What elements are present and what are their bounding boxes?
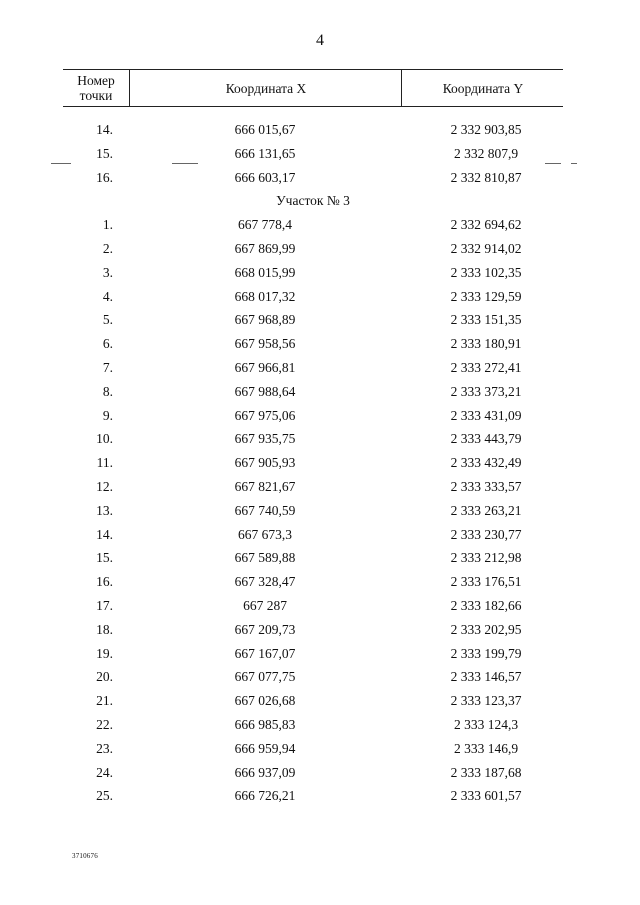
table-row (63, 308, 563, 332)
table-row (63, 118, 563, 142)
point-number-cell: 23. (96, 740, 113, 756)
coordinate-x-cell: 667 958,56 (234, 336, 296, 352)
point-number-cell: 21. (96, 693, 113, 709)
coordinate-x-cell: 667 328,47 (234, 574, 296, 590)
point-number-cell: 6. (102, 336, 113, 352)
table-row (63, 642, 563, 666)
coordinate-y-cell: 2 333 230,77 (450, 526, 522, 542)
coordinate-x-cell: 666 726,21 (234, 788, 296, 804)
coordinate-x-cell: 666 603,17 (234, 169, 296, 185)
section-title: Участок № 3 (276, 193, 350, 209)
table-row (63, 142, 563, 166)
coordinate-y-cell: 2 332 807,9 (453, 145, 519, 161)
table-row (63, 665, 563, 689)
coordinate-x-cell: 667 589,88 (234, 550, 296, 566)
coordinate-y-cell: 2 333 601,57 (450, 788, 522, 804)
coordinate-y-cell: 2 333 176,51 (450, 574, 522, 590)
point-number-cell: 5. (102, 312, 113, 328)
coordinate-x-cell: 667 988,64 (234, 383, 296, 399)
point-number-cell: 3. (102, 264, 113, 280)
point-number-cell: 10. (96, 431, 113, 447)
point-number-cell: 20. (96, 669, 113, 685)
coordinates-table-body (63, 118, 563, 808)
point-number-cell: 17. (96, 597, 113, 613)
coordinate-y-cell: 2 333 333,57 (450, 478, 522, 494)
point-number-cell: 4. (102, 288, 113, 304)
coordinate-x-cell: 666 131,65 (234, 145, 296, 161)
scan-artifact-line (51, 163, 71, 164)
coordinate-x-cell: 667 740,59 (234, 502, 296, 518)
coordinate-y-cell: 2 333 263,21 (450, 502, 522, 518)
table-row (63, 689, 563, 713)
coordinate-x-cell: 667 968,89 (234, 312, 296, 328)
coordinate-y-cell: 2 333 199,79 (450, 645, 522, 661)
coordinate-y-cell: 2 333 129,59 (450, 288, 522, 304)
table-row (63, 737, 563, 761)
coordinate-y-cell: 2 332 914,02 (450, 240, 522, 256)
point-number-cell: 7. (102, 359, 113, 375)
coordinate-y-cell: 2 333 373,21 (450, 383, 522, 399)
table-row (63, 784, 563, 808)
table-row (63, 475, 563, 499)
table-row (63, 451, 563, 475)
coordinate-x-cell: 667 209,73 (234, 621, 296, 637)
table-row (63, 213, 563, 237)
point-number-cell: 8. (102, 383, 113, 399)
coordinate-y-cell: 2 332 903,85 (450, 122, 522, 137)
coordinate-x-cell: 667 975,06 (234, 407, 296, 423)
point-number-cell: 9. (102, 407, 113, 423)
table-row (63, 594, 563, 618)
header-coordinate-y (401, 70, 564, 106)
scan-artifact-line (172, 163, 198, 164)
coordinate-x-cell: 667 673,3 (238, 526, 292, 542)
coordinate-x-cell: 668 017,32 (234, 288, 296, 304)
table-row (63, 237, 563, 261)
header-coordinate-x (129, 70, 402, 106)
point-number-cell: 16. (96, 574, 113, 590)
coordinate-x-cell: 667 287 (243, 597, 287, 613)
coordinate-y-cell: 2 333 432,49 (450, 455, 522, 471)
header-coordinate-y-label: Координата Y (442, 80, 524, 96)
point-number-cell: 15. (96, 145, 113, 161)
scan-artifact-line (571, 163, 577, 164)
coordinate-y-cell: 2 333 212,98 (450, 550, 522, 566)
point-number-cell: 22. (96, 716, 113, 732)
coordinate-y-cell: 2 333 182,66 (450, 597, 522, 613)
point-number-cell: 12. (96, 478, 113, 494)
point-number-cell: 24. (96, 764, 113, 780)
point-number-cell: 13. (96, 502, 113, 518)
point-number-cell: 11. (96, 455, 113, 471)
coordinate-y-cell: 2 333 123,37 (450, 693, 522, 709)
point-number-cell: 2. (102, 240, 113, 256)
document-code: 3710676 (72, 852, 98, 860)
table-row (63, 404, 563, 428)
coordinate-y-cell: 2 333 180,91 (450, 336, 522, 352)
point-number-cell: 14. (96, 122, 113, 137)
coordinate-x-cell: 667 935,75 (234, 431, 296, 447)
coordinate-y-cell: 2 333 187,68 (450, 764, 522, 780)
point-number-cell: 16. (96, 169, 113, 185)
table-row (63, 356, 563, 380)
coordinate-x-cell: 666 959,94 (234, 740, 296, 756)
header-coordinate-x-label: Координата X (225, 80, 307, 96)
coordinate-x-cell: 666 937,09 (234, 764, 296, 780)
page-number: 4 (316, 32, 324, 49)
table-row (63, 618, 563, 642)
coordinate-y-cell: 2 333 443,79 (450, 431, 522, 447)
table-row (63, 166, 563, 190)
point-number-cell: 15. (96, 550, 113, 566)
table-row (63, 285, 563, 309)
header-point-number (63, 70, 129, 106)
coordinate-x-cell: 666 985,83 (234, 716, 296, 732)
coordinate-x-cell: 667 966,81 (234, 359, 296, 375)
scan-artifact-line (545, 163, 561, 164)
coordinate-x-cell: 667 778,4 (238, 217, 292, 233)
coordinate-y-cell: 2 333 146,57 (450, 669, 522, 685)
coordinate-x-cell: 667 905,93 (234, 455, 296, 471)
table-row (63, 523, 563, 547)
table-row (63, 261, 563, 285)
coordinate-x-cell: 668 015,99 (234, 264, 296, 280)
coordinate-x-cell: 667 167,07 (234, 645, 296, 661)
table-row (63, 499, 563, 523)
table-header (63, 69, 563, 107)
coordinate-x-cell: 667 026,68 (234, 693, 296, 709)
point-number-cell: 14. (96, 526, 113, 542)
coordinate-x-cell: 667 077,75 (234, 669, 296, 685)
table-row (63, 427, 563, 451)
point-number-cell: 18. (96, 621, 113, 637)
table-row (63, 761, 563, 785)
header-point-number-label: Номер точки (77, 73, 115, 103)
table-row (63, 380, 563, 404)
coordinate-y-cell: 2 333 431,09 (450, 407, 522, 423)
coordinate-y-cell: 2 333 272,41 (450, 359, 522, 375)
table-row (63, 332, 563, 356)
coordinate-y-cell: 2 333 151,35 (450, 312, 522, 328)
table-row (63, 570, 563, 594)
coordinate-x-cell: 667 869,99 (234, 240, 296, 256)
coordinate-y-cell: 2 333 146,9 (453, 740, 519, 756)
coordinate-x-cell: 666 015,67 (234, 122, 296, 137)
point-number-cell: 1. (102, 217, 113, 233)
coordinate-x-cell: 667 821,67 (234, 478, 296, 494)
coordinate-y-cell: 2 333 102,35 (450, 264, 522, 280)
coordinate-y-cell: 2 333 124,3 (453, 716, 519, 732)
point-number-cell: 25. (96, 788, 113, 804)
coordinate-y-cell: 2 333 202,95 (450, 621, 522, 637)
table-row (63, 713, 563, 737)
table-row (63, 546, 563, 570)
coordinate-y-cell: 2 332 694,62 (450, 217, 522, 233)
coordinate-y-cell: 2 332 810,87 (450, 169, 522, 185)
point-number-cell: 19. (96, 645, 113, 661)
